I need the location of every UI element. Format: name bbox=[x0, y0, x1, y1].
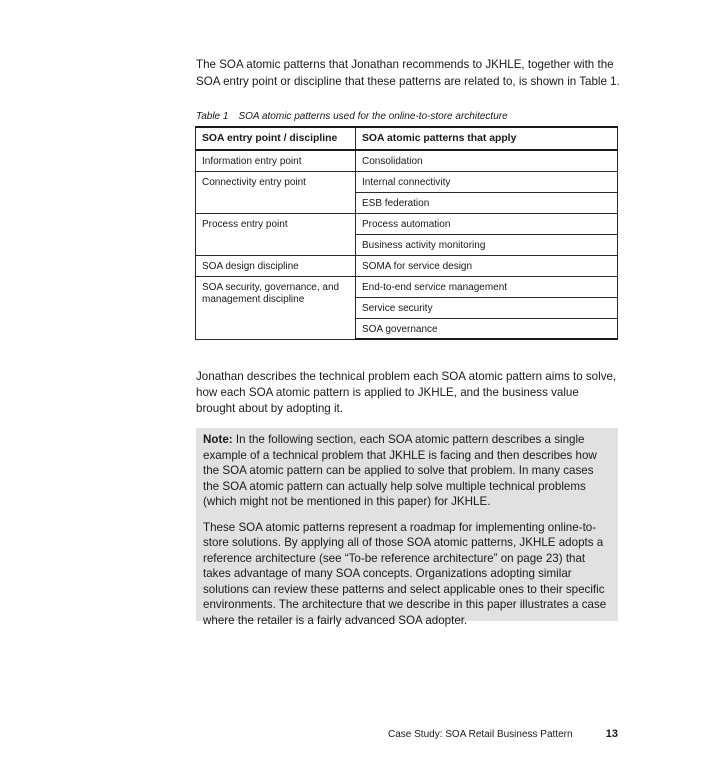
pattern-cell: SOMA for service design bbox=[356, 255, 618, 276]
pattern-cell: Process automation bbox=[356, 213, 618, 234]
note-label: Note: bbox=[203, 433, 233, 446]
table-caption-text: SOA atomic patterns used for the online-to-store architecture bbox=[238, 111, 508, 122]
page-number: 13 bbox=[605, 728, 618, 740]
intro-paragraph: The SOA atomic patterns that Jonathan recommends to JKHLE, together with the SOA entry point or discipline that these patterns are related to, is shown in Table 1. bbox=[196, 58, 620, 88]
table-header-row bbox=[196, 127, 618, 150]
column-header-patterns: SOA atomic patterns that apply bbox=[356, 127, 618, 150]
pattern-cell: SOA governance bbox=[356, 318, 618, 339]
after-table-paragraph: Jonathan describes the technical problem each SOA atomic pattern aims to solve, how each SOA atomic pattern is applied to JKHLE, and the business value brought about by adopting it. bbox=[196, 370, 617, 415]
table-row bbox=[196, 255, 618, 276]
pattern-cell: Service security bbox=[356, 297, 618, 318]
note-paragraph bbox=[203, 432, 610, 510]
pattern-cell: ESB federation bbox=[356, 192, 618, 213]
table-caption bbox=[196, 111, 508, 122]
table-row bbox=[196, 213, 618, 234]
table-row bbox=[196, 171, 618, 192]
soa-patterns-table bbox=[195, 126, 618, 340]
entry-point-cell: SOA security, governance, and management discipline bbox=[196, 276, 356, 339]
note-paragraph-2: These SOA atomic patterns represent a roadmap for implementing online-to-store solutions. By applying all of those SOA atomic patterns, JKHLE adopts a reference architecture (see “To-be reference architecture” on page 23) that takes advantage of many SOA concepts. Organizations adopting similar solutions can review these patterns and select applicable ones to their specific environments. The architecture that we describe in this paper illustrates a case where the retailer is a fairly advanced SOA adopter. bbox=[203, 520, 607, 627]
entry-point-cell: Connectivity entry point bbox=[196, 171, 356, 213]
entry-point-cell: Information entry point bbox=[196, 150, 356, 171]
entry-point-cell: Process entry point bbox=[196, 213, 356, 255]
entry-point-cell: SOA design discipline bbox=[196, 255, 356, 276]
pattern-cell: Internal connectivity bbox=[356, 171, 618, 192]
pattern-cell: Business activity monitoring bbox=[356, 234, 618, 255]
note-box bbox=[196, 428, 618, 627]
pattern-cell: Consolidation bbox=[356, 150, 618, 171]
table-row bbox=[196, 150, 618, 171]
footer-title: Case Study: SOA Retail Business Pattern bbox=[388, 729, 573, 740]
table-row bbox=[196, 276, 618, 297]
pattern-cell: End-to-end service management bbox=[356, 276, 618, 297]
note-text: In the following section, each SOA atomic pattern describes a single example of a technical problem that JKHLE is facing and then describes how the SOA atomic pattern can be applied to solve that problem. In many cases the SOA atomic pattern can actually help solve multiple technical problems (which might not be mentioned in this paper) for JKHLE. bbox=[203, 433, 597, 508]
column-header-entry-point: SOA entry point / discipline bbox=[196, 127, 356, 150]
page-footer bbox=[388, 729, 618, 740]
table-caption-number: Table 1 bbox=[196, 111, 229, 122]
